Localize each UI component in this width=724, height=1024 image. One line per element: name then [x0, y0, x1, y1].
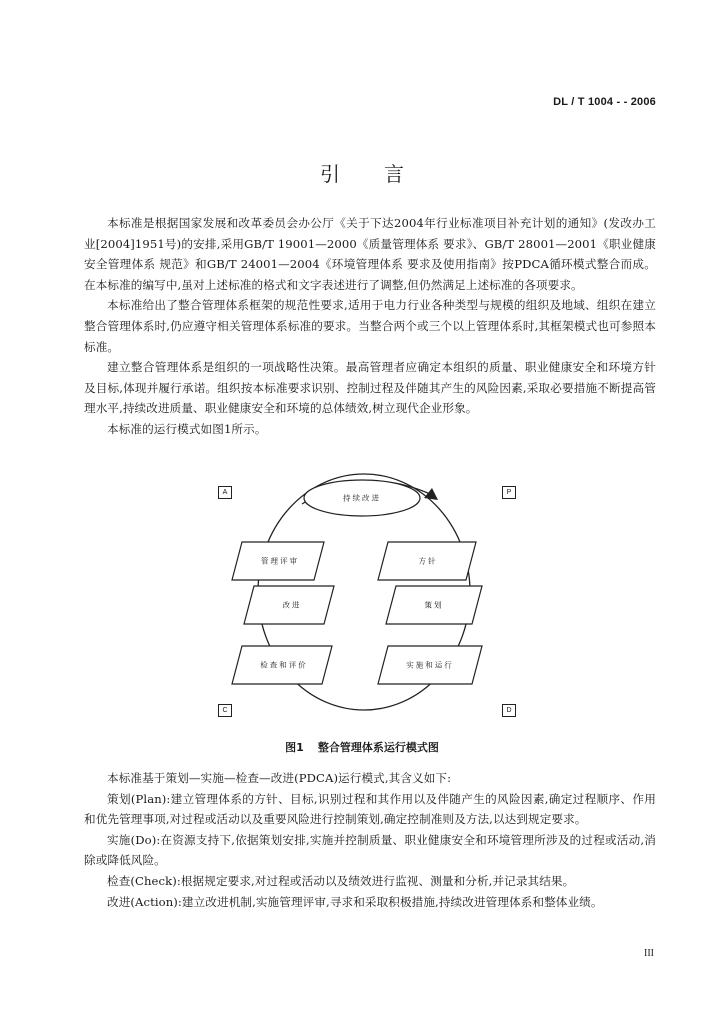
pdca-diagram	[212, 462, 522, 727]
pdca-paragraph: 检查(Check):根据规定要求,对过程或活动以及绩效进行监视、测量和分析,并记录其结果。	[107, 873, 575, 888]
figure-caption	[0, 739, 724, 755]
intro-paragraph: 本标准的运行模式如图1所示。	[107, 421, 267, 436]
pdca-paragraph: 策划(Plan):建立管理体系的方针、目标,识别过程和其作用以及伴随产生的风险因素,确定过程顺序、作用和优先管理事项,对过程或活动以及重要风险进行控制策划,确定控制准则及方法,以达到规定要求。	[84, 791, 656, 827]
pdca-paragraph: 实施(Do):在资源支持下,依据策划安排,实施并控制质量、职业健康安全和环境管理所涉及的过程或活动,消除或降低风险。	[84, 832, 656, 868]
page-number: III	[644, 948, 654, 959]
intro-paragraph: 建立整合管理体系是组织的一项战略性决策。最高管理者应确定本组织的质量、职业健康安全和环境方针及目标,体现并履行承诺。组织按本标准要求识别、控制过程及伴随其产生的风险因素,采取必要措施不断提高管理水平,持续改进质量、职业健康安全和环境的总体绩效,树立现代企业形象。	[84, 360, 656, 416]
label-continual-improvement: 持续改进	[343, 493, 381, 503]
corner-a: A	[218, 486, 232, 499]
label-implementation: 实施和运行	[406, 660, 454, 670]
pdca-paragraph: 本标准基于策划—实施—检查—改进(PDCA)运行模式,其含义如下:	[107, 771, 452, 785]
label-policy: 方针	[418, 556, 438, 566]
pdca-section	[84, 768, 656, 912]
intro-section	[84, 213, 656, 440]
label-improvement: 改进	[282, 600, 302, 610]
figure-number: 图1	[285, 741, 304, 754]
arrowhead	[424, 488, 438, 500]
corner-p: P	[502, 486, 516, 499]
intro-paragraph: 本标准是根据国家发展和改革委员会办公厅《关于下达2004年行业标准项目补充计划的通知》(发改办工业[2004]1951号)的安排,采用GB/T 19001—2000《质量管理体系 要求》、GB/T 28001—2001《职业健康安全管理体系 规范》和GB/T 24001—2004《环境管理体系 要求及使用指南》按PDCA循环模式整合而成。在本标准的编写中,虽对上述标准的格式和文字表述进行了调整,但仍然满足上述标准的各项要求。	[84, 216, 656, 292]
page-title: 引言	[320, 162, 448, 186]
intro-paragraph: 本标准给出了整合管理体系框架的规范性要求,适用于电力行业各种类型与规模的组织及地域、组织在建立整合管理体系时,仍应遵守相关管理体系标准的要求。当整合两个或三个以上管理体系时,其框架模式也可参照本标准。	[84, 298, 656, 354]
label-check-evaluation: 检查和评价	[260, 660, 308, 670]
label-management-review: 管理评审	[261, 556, 299, 566]
standard-code: DL / T 1004 - - 2006	[553, 96, 656, 108]
label-planning: 策划	[424, 600, 444, 610]
corner-c: C	[218, 704, 232, 717]
corner-d: D	[502, 704, 516, 717]
pdca-paragraph: 改进(Action):建立改进机制,实施管理评审,寻求和采取积极措施,持续改进管理体系和整体业绩。	[107, 894, 603, 909]
figure-title: 整合管理体系运行模式图	[317, 741, 439, 754]
